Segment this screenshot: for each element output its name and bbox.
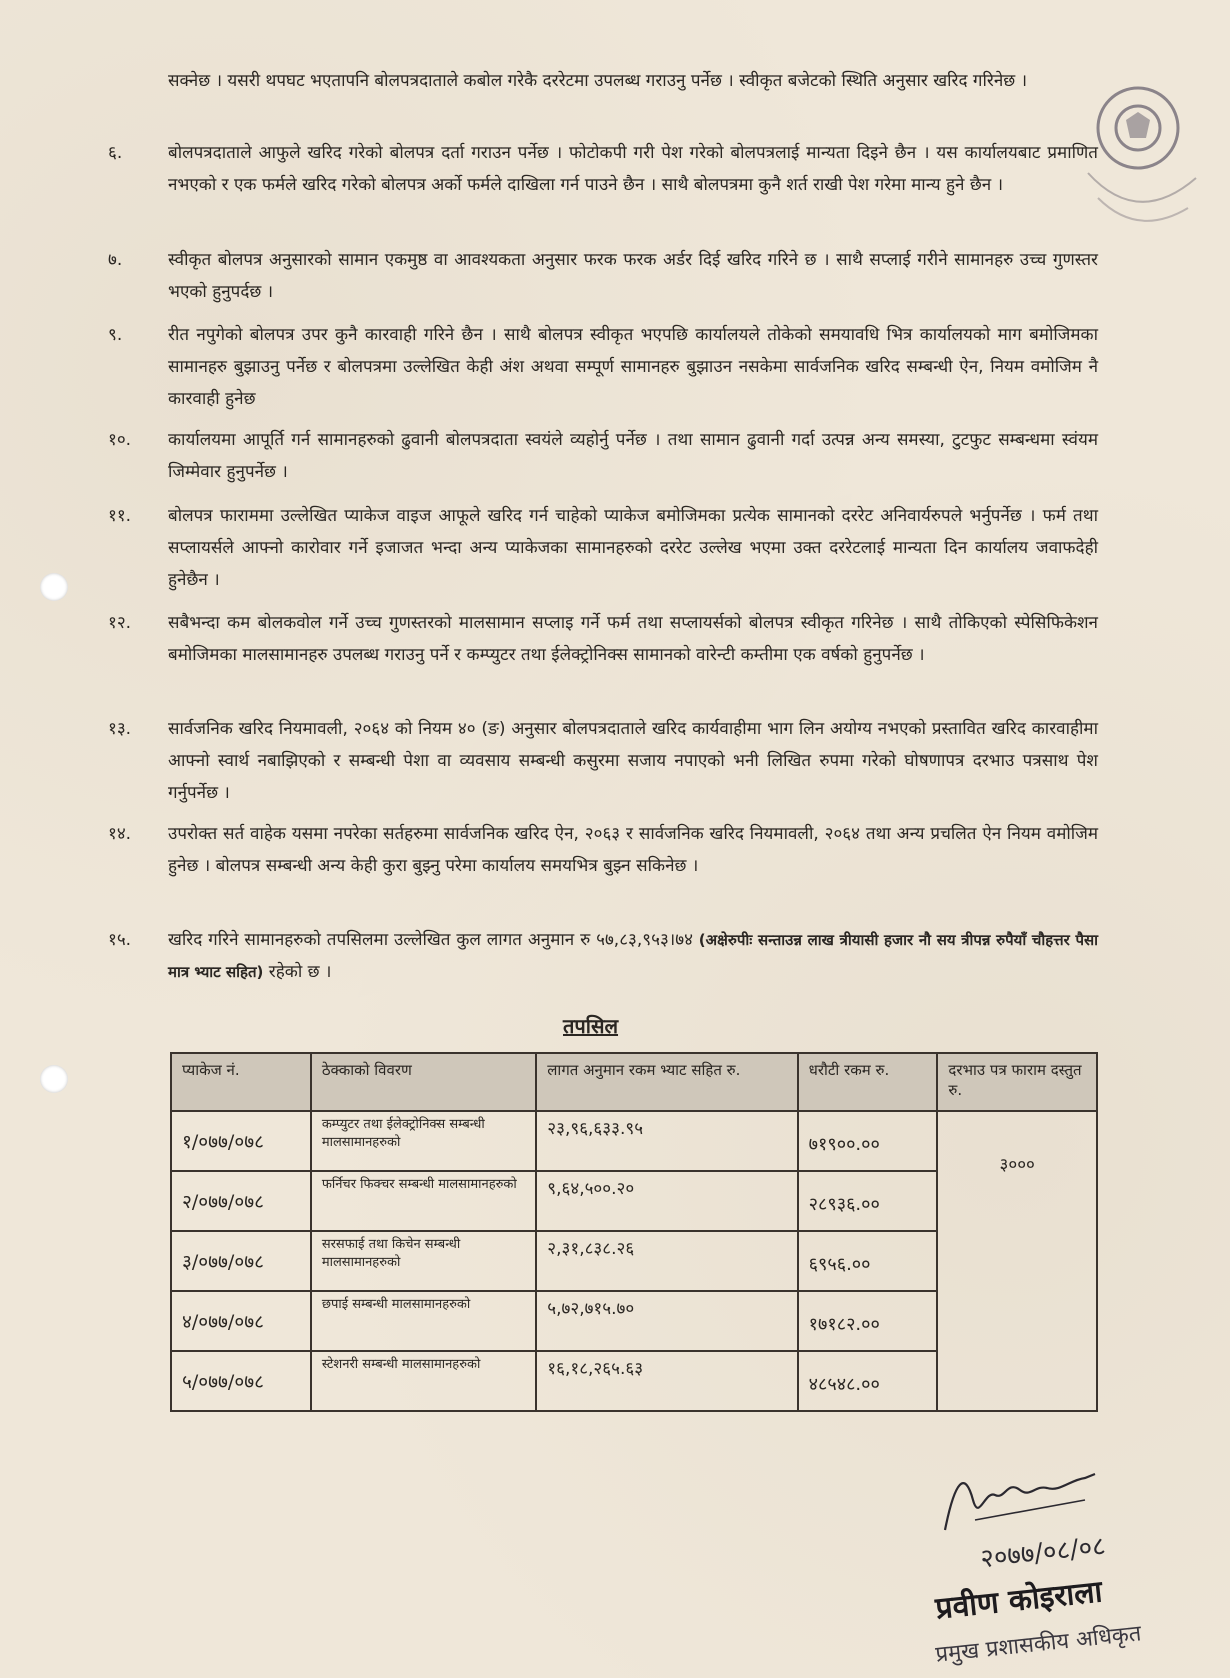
table-header-row: [171, 1053, 1097, 1111]
header-package-no: प्याकेज नं.: [171, 1053, 311, 1111]
clause-10: [108, 424, 1108, 488]
clause-15: [108, 924, 1108, 988]
clause-text: बोलपत्रदाताले आफुले खरिद गरेको बोलपत्र दर्ता गराउन पर्नेछ । फोटोकपी गरी पेश गरेको बोलपत्रलाई मान्यता दिइने छैन । यस कार्यालयबाट प्रमाणित नभएको र एक फर्मले खरिद गरेको बोलपत्र अर्को फर्मले दाखिला गर्न पाउने छैन । साथै बोलपत्रमा कुनै शर्त राखी पेश गरेमा मान्य हुने छैन ।: [168, 143, 1098, 195]
package-cost: १६,१८,२६५.६३: [536, 1351, 797, 1411]
clause-number: १२.: [108, 613, 132, 633]
clause-text: उपरोक्त सर्त वाहेक यसमा नपरेका सर्तहरुमा सार्वजनिक खरिद ऐन, २०६३ र सार्वजनिक खरिद नियमावली, २०६४ तथा अन्य प्रचलित ऐन नियम वमोजिम हुनेछ । बोलपत्र सम्बन्धी अन्य केही कुरा बुझ्नु परेमा कार्यालय समयभित्र बुझ्न सकिनेछ ।: [168, 824, 1098, 876]
header-cost-estimate: लागत अनुमान रकम भ्याट सहित रु.: [536, 1053, 797, 1111]
package-deposit: ७१९००.००: [798, 1111, 938, 1171]
clause-number: ११.: [108, 506, 132, 526]
signatory-title-stamp: प्रमुख प्रशासकीय अधिकृत: [934, 1621, 1143, 1668]
tapasil-heading: तपसिल: [563, 1014, 619, 1038]
header-description: ठेक्काको विवरण: [311, 1053, 536, 1111]
clause-number: १३.: [108, 719, 132, 739]
package-description: कम्प्युटर तथा ईलेक्ट्रोनिक्स सम्बन्धी मालसामानहरुको: [311, 1111, 536, 1171]
punch-hole-bottom: [40, 1065, 68, 1093]
clause-number: ७.: [108, 250, 123, 270]
package-deposit: २८९३६.००: [798, 1171, 938, 1231]
package-description: सरसफाई तथा किचेन सम्बन्धी मालसामानहरुको: [311, 1231, 536, 1291]
package-deposit: १७१८२.००: [798, 1291, 938, 1351]
header-form-fee: दरभाउ पत्र फाराम दस्तुत रु.: [937, 1053, 1097, 1111]
clause-continuation: [108, 65, 1108, 129]
clause-text: सार्वजनिक खरिद नियमावली, २०६४ को नियम ४० (ङ) अनुसार बोलपत्रदाताले खरिद कार्यवाहीमा भाग लिन अयोग्य नभएको प्रस्तावित खरिद कारवाहीमा आफ्नो स्वार्थ नबाझिएको र सम्बन्धी पेशा वा व्यवसाय सम्बन्धी कसुरमा सजाय नपाएको भनी लिखित रुपमा गरेको घोषणापत्र दरभाउ पत्रसाथ पेश गर्नुपर्नेछ ।: [168, 719, 1098, 803]
clause-number: ६.: [108, 143, 123, 163]
clause-9: [108, 319, 1108, 415]
package-number: २/०७७/०७८: [171, 1171, 311, 1231]
clause-number: १५.: [108, 930, 132, 950]
clause-text: स्वीकृत बोलपत्र अनुसारको सामान एकमुष्ठ वा आवश्यकता अनुसार फरक फरक अर्डर दिई खरिद गरिने छ । साथै सप्लाई गरीने सामानहरु उच्च गुणस्तर भएको हुनुपर्दछ ।: [168, 250, 1098, 302]
signatory-name-stamp: प्रवीण कोइराला: [933, 1574, 1104, 1627]
clause-15-amount-in-words: (अक्षेरुपीः सन्ताउन्न लाख त्रीयासी हजार नौ सय त्रीपन्न रुपैयाँ चौहत्तर पैसा मात्र भ्याट सहित): [168, 931, 1098, 981]
clause-15-text-a: खरिद गरिने सामानहरुको तपसिलमा उल्लेखित कुल लागत अनुमान रु ५७,८३,९५३।७४: [168, 930, 699, 950]
clause-text: सक्नेछ । यसरी थपघट भएतापनि बोलपत्रदाताले कबोल गरेकै दररेटमा उपलब्ध गराउनु पर्नेछ । स्वीकृत बजेटको स्थिति अनुसार खरिद गरिनेछ ।: [168, 71, 1028, 91]
package-number: ५/०७७/०७८: [171, 1351, 311, 1411]
clause-11: [108, 500, 1108, 596]
clause-13: [108, 713, 1108, 809]
clause-14: [108, 818, 1108, 914]
package-number: १/०७७/०७८: [171, 1111, 311, 1171]
clause-text: सबैभन्दा कम बोलकवोल गर्ने उच्च गुणस्तरको मालसामान सप्लाइ गर्ने फर्म तथा सप्लायर्सको बोलपत्र स्वीकृत गरिनेछ । साथै तोकिएको स्पेसिफिकेशन बमोजिमका मालसामानहरु उपलब्ध गराउनु पर्ने र कम्प्युटर तथा ईलेक्ट्रोनिक्स सामानको वारेन्टी कम्तीमा एक वर्षको हुनुपर्नेछ ।: [168, 613, 1098, 665]
package-deposit: ६९५६.००: [798, 1231, 938, 1291]
package-description: छपाई सम्बन्धी मालसामानहरुको: [311, 1291, 536, 1351]
clause-text: रीत नपुगेको बोलपत्र उपर कुनै कारवाही गरिने छैन । साथै बोलपत्र स्वीकृत भएपछि कार्यालयले तोकेको समयावधि भित्र कार्यालयको माग बमोजिमका सामानहरु बुझाउनु पर्नेछ र बोलपत्रमा उल्लेखित केही अंश अथवा सम्पूर्ण सामानहरु बुझाउन नसकेमा सार्वजनिक खरिद सम्बन्धी ऐन, नियम वमोजिम नै कारवाही हुनेछ: [168, 325, 1098, 409]
package-cost: ५,७२,७१५.७०: [536, 1291, 797, 1351]
package-cost: ९,६४,५००.२०: [536, 1171, 797, 1231]
table-row: [171, 1111, 1097, 1171]
form-fee: ३०००: [937, 1111, 1097, 1411]
clause-text: कार्यालयमा आपूर्ति गर्न सामानहरुको ढुवानी बोलपत्रदाता स्वयंले व्यहोर्नु पर्नेछ । तथा सामान ढुवानी गर्दा उत्पन्न अन्य समस्या, टुटफुट सम्बन्धमा स्वंयम जिम्मेवार हुनुपर्नेछ ।: [168, 430, 1098, 482]
package-deposit: ४८५४८.००: [798, 1351, 938, 1411]
header-deposit: धरौटी रकम रु.: [798, 1053, 938, 1111]
package-table: [170, 1052, 1098, 1412]
clause-7: [108, 244, 1108, 308]
clause-number: १०.: [108, 430, 132, 450]
package-description: फर्निचर फिक्चर सम्बन्धी मालसामानहरुको: [311, 1171, 536, 1231]
package-description: स्टेशनरी सम्बन्धी मालसामानहरुको: [311, 1351, 536, 1411]
clause-number: १४.: [108, 824, 132, 844]
signature-date: २०७७/०८/०८: [978, 1531, 1108, 1575]
clause-12: [108, 607, 1108, 703]
clause-15-text-b: रहेको छ ।: [263, 962, 332, 982]
punch-hole-top: [40, 573, 68, 601]
package-cost: २३,९६,६३३.९५: [536, 1111, 797, 1171]
clause-text: बोलपत्र फाराममा उल्लेखित प्याकेज वाइज आफूले खरिद गर्न चाहेको प्याकेज बमोजिमका प्रत्येक सामानको दररेट अनिवार्यरुपले भर्नुपर्नेछ । फर्म तथा सप्लायर्सले आफ्नो कारोवार गर्ने इजाजत भन्दा अन्य प्याकेजका सामानहरुको दररेट उल्लेख भएमा उक्त दररेटलाई मान्यता दिन कार्यालय जवाफदेही हुनेछैन ।: [168, 506, 1098, 590]
package-number: ४/०७७/०७८: [171, 1291, 311, 1351]
clause-6: [108, 137, 1108, 233]
clause-number: ९.: [108, 325, 123, 345]
package-cost: २,३१,८३८.२६: [536, 1231, 797, 1291]
clause-text: [168, 924, 1098, 988]
package-number: ३/०७७/०७८: [171, 1231, 311, 1291]
